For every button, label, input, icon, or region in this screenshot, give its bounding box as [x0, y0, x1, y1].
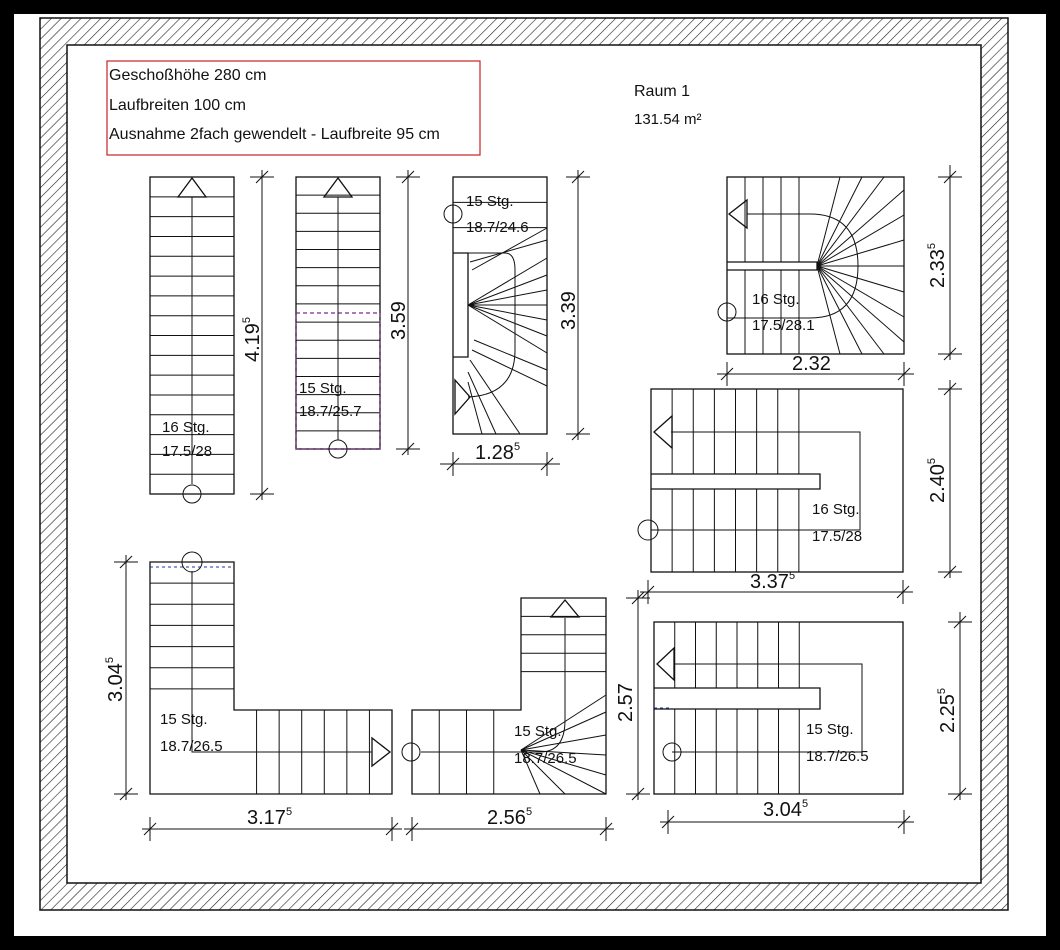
room-area: 131.54 m²	[634, 111, 702, 128]
stair-d-ratio: 17.5/28.1	[752, 317, 815, 334]
stair-b-steps: 15 Stg.	[299, 380, 347, 397]
dim-a-length: 4.19$^5$	[241, 316, 264, 362]
stair-h-ratio: 18.7/26.5	[806, 748, 869, 765]
dim-h-height: 2.25$^5$	[936, 687, 959, 733]
stair-g-ratio: 18.7/26.5	[514, 750, 577, 767]
dim-b-length: 3.59	[388, 301, 410, 340]
dim-g-height: 2.57	[615, 683, 637, 722]
dim-g-width: 2.56$^5$	[487, 806, 533, 829]
stair-h-steps: 15 Stg.	[806, 721, 854, 738]
stair-e-ratio: 17.5/28	[812, 528, 863, 545]
stair-a-steps: 16 Stg.	[162, 419, 210, 436]
dim-c-length: 3.39	[558, 291, 580, 330]
dim-d-height: 2.33$^5$	[926, 242, 949, 288]
dim-e-height: 2.40$^5$	[926, 457, 949, 503]
dim-e-width: 3.37$^5$	[750, 570, 796, 593]
dim-f-height: 3.04$^5$	[104, 656, 127, 702]
stair-c-ratio: 18.7/24.6	[466, 219, 529, 236]
stair-e-steps: 16 Stg.	[812, 501, 860, 518]
stair-a-ratio: 17.5/28	[162, 443, 213, 460]
stair-g-steps: 15 Stg.	[514, 723, 562, 740]
stair-f-steps: 15 Stg.	[160, 711, 208, 728]
dim-h-width: 3.04$^5$	[763, 798, 809, 821]
note-storey-height: Geschoßhöhe 280 cm	[109, 67, 267, 84]
note-run-width: Laufbreiten 100 cm	[109, 97, 246, 114]
stair-b-ratio: 18.7/25.7	[299, 403, 362, 420]
stair-d-steps: 16 Stg.	[752, 291, 800, 308]
dim-c-width: 1.28$^5$	[475, 441, 521, 464]
stair-c-steps: 15 Stg.	[466, 193, 514, 210]
note-exception: Ausnahme 2fach gewendelt - Laufbreite 95 cm	[109, 126, 440, 143]
dim-f-width: 3.17$^5$	[247, 806, 293, 829]
stair-f-ratio: 18.7/26.5	[160, 738, 223, 755]
room-name: Raum 1	[634, 83, 691, 100]
dim-d-width: 2.32	[792, 353, 831, 375]
